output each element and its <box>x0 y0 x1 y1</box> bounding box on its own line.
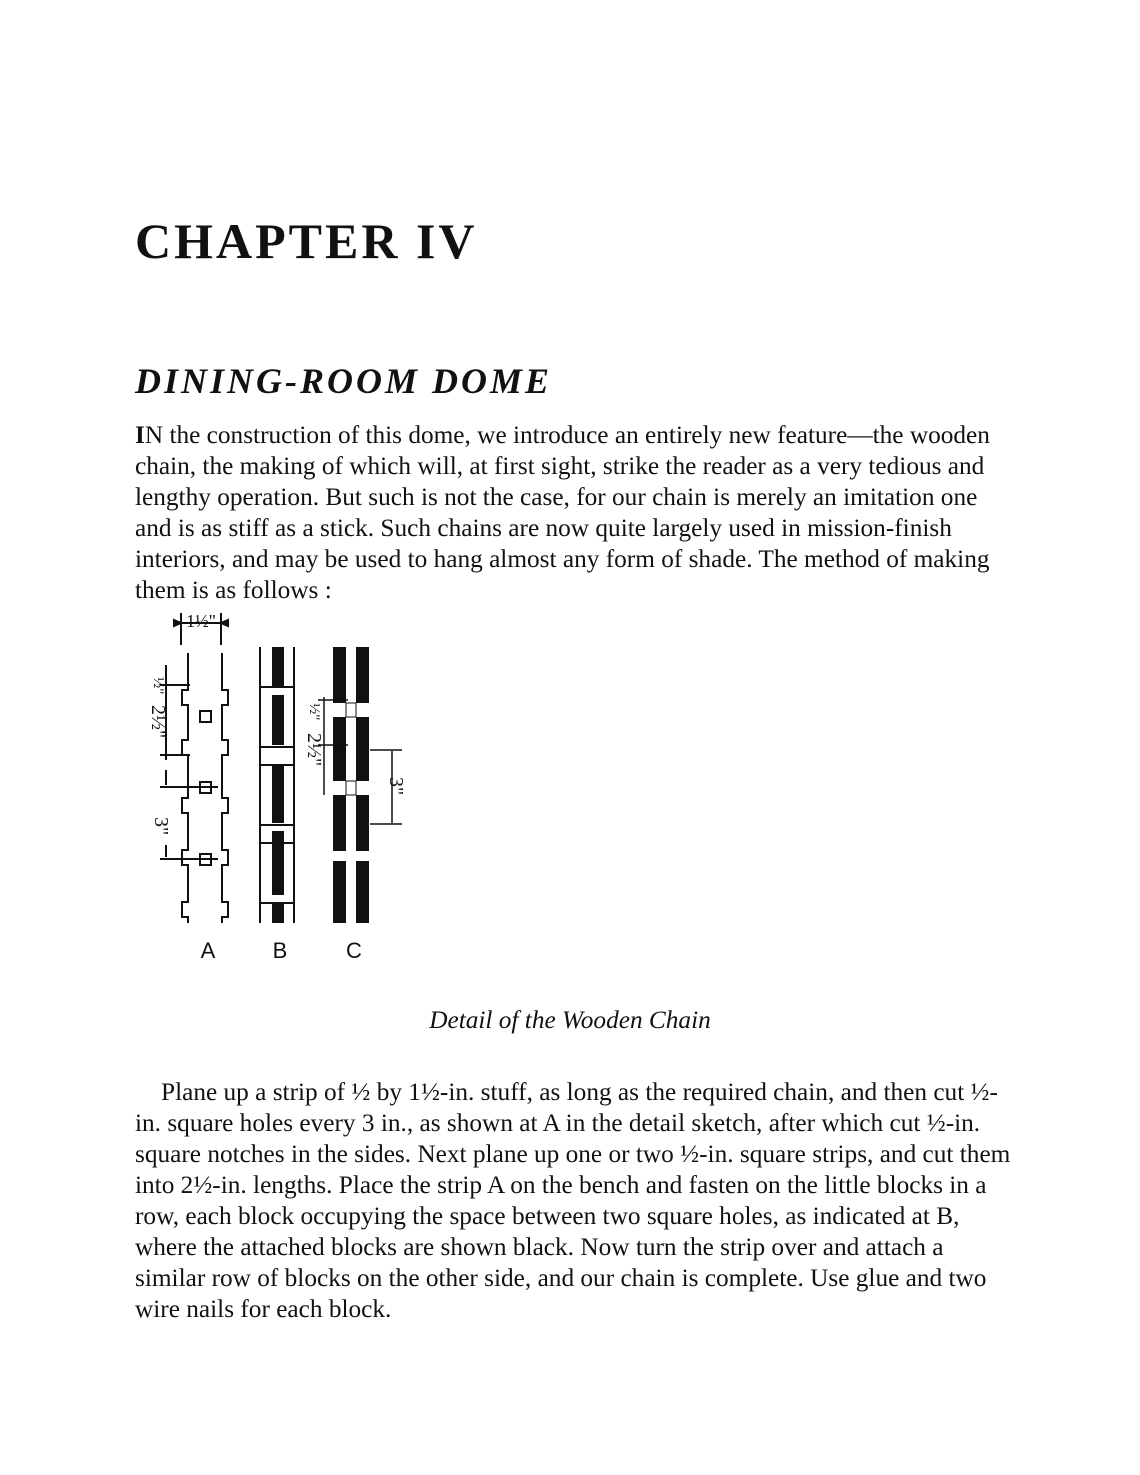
dimension-label-width: 1½" <box>186 611 216 631</box>
intro-paragraph-text: N the construction of this dome, we introduce an entirely new feature—the wooden chain, the making of which will, at first sight, strike the reader as a very tedious and lengthy operation. But such is not the case, for our chain is merely an imitation one and is as stiff as a stick. Such chains are now quite largely used in mission-finish interiors, and may be used to hang almost any form of shade. The method of making them is as follows : <box>135 421 990 604</box>
wooden-chain-figure <box>130 605 430 975</box>
chapter-heading: CHAPTER IV <box>135 213 478 269</box>
figure-label-a: A <box>200 938 216 963</box>
strip-b-drawing <box>260 647 294 923</box>
body-paragraph: Plane up a strip of ½ by 1½-in. stuff, as long as the required chain, and then cut ½-in. square holes every 3 in., as shown at A in the detail sketch, after which cut ½-in. square notches in the sides. Next plane up one or two ½-in. square strips, and cut them into 2½-in. lengths. Place the strip A on the bench and fasten on the little blocks in a row, each block occupying the space between two square holes, as indicated at B, where the attached blocks are shown black. Now turn the strip over and attach a similar row of blocks on the other side, and our chain is complete. Use glue and two wire nails for each block. <box>135 1078 1011 1323</box>
wooden-chain-diagram <box>130 605 430 975</box>
dimension-label-half-c: ½" <box>306 703 322 721</box>
dimension-label-half-a: ½" <box>150 677 166 695</box>
figure-label-b: B <box>272 938 288 963</box>
dimension-label-spacing-c: 3" <box>385 777 407 796</box>
strip-a-drawing <box>160 613 228 923</box>
intro-paragraph <box>135 420 1015 606</box>
drop-cap: I <box>135 421 145 449</box>
dimension-label-block-a: 2½" <box>147 705 169 739</box>
figure-caption: Detail of the Wooden Chain <box>429 1006 711 1034</box>
figure-label-c: C <box>346 938 362 963</box>
strip-c-drawing <box>333 647 369 923</box>
dimension-label-block-c: 2½" <box>303 733 325 767</box>
dimension-label-spacing-a: 3" <box>150 817 172 836</box>
section-heading: DINING-ROOM DOME <box>135 361 553 401</box>
